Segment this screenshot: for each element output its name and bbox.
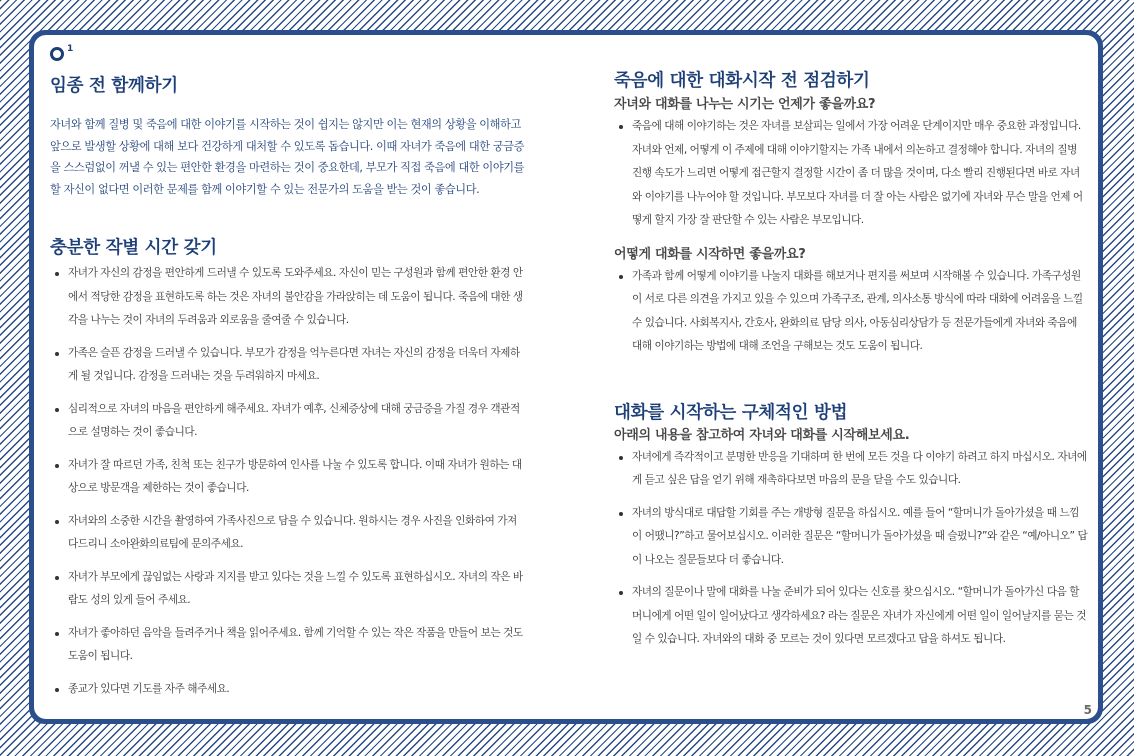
list-item: 죽음에 대해 이야기하는 것은 자녀를 보살피는 일에서 가장 어려운 단계이지만 매우 중요한 과정입니다. 자녀와 언제, 어떻게 이 주제에 대해 이야기할지는 가족 내에서 의논하고 결정해야 합니다. 자녀의 질병 진행 속도가 느리면 어떻게 접근할지 결정할 시간이 좀 더 많을 것이며, 다소 빨리 진행된다면 바로 자녀와 이야기를 나누어야 할 것입니다. 부모보다 자녀를 더 잘 아는 사람은 없기에 자녀와 무슨 말을 언제 어떻게 할지 가장 잘 판단할 수 있는 사람은 부모입니다. — [614, 115, 1088, 233]
list-item: 심리적으로 자녀의 마음을 편안하게 해주세요. 자녀가 예후, 신체증상에 대해 궁금증을 가질 경우 객관적으로 설명하는 것이 좋습니다. — [50, 398, 526, 445]
list-item: 자녀의 질문이나 말에 대화를 나눌 준비가 되어 있다는 신호를 찾으십시오. “할머니가 돌아가신 다음 할머니에게 어떤 일이 일어났다고 생각하세요? 라는 질문은 자녀가 자신에게 어떤 일이 일어날지를 묻는 것일 수 있습니다. 자녀와의 대화 중 모르는 것이 있다면 모르겠다고 답을 하셔도 됩니다. — [614, 581, 1088, 652]
list-item: 자녀와의 소중한 시간을 촬영하여 가족사진으로 담을 수 있습니다. 원하시는 경우 사진을 인화하여 가져다드리니 소아완화의료팀에 문의주세요. — [50, 510, 526, 557]
list-item: 자녀가 좋아하던 음악을 들려주거나 책을 읽어주세요. 함께 기억할 수 있는 작은 작품을 만들어 보는 것도 도움이 됩니다. — [50, 622, 526, 669]
chapter-number: 1 — [67, 44, 74, 54]
list-item: 자녀가 잘 따르던 가족, 친척 또는 친구가 방문하여 인사를 나눌 수 있도록 합니다. 이때 자녀가 원하는 대상으로 방문객을 제한하는 것이 좋습니다. — [50, 454, 526, 501]
right-column — [614, 44, 1088, 652]
section-title-before-conversation: 죽음에 대한 대화시작 전 점검하기 — [614, 71, 870, 91]
question-how: 어떻게 대화를 시작하면 좋을까요? — [614, 246, 806, 262]
list-item: 자녀의 방식대로 대답할 기회를 주는 개방형 질문을 하십시오. 예를 들어 “할머니가 돌아가셨을 때 느낌이 어땠니?”하고 물어보십시오. 이러한 질문은 “할머니가 돌아가셨을 때 슬펐니?”와 같은 “예/아니오” 답이 나오는 질문들보다 더 좋습니다. — [614, 502, 1088, 573]
list-item: 자녀가 자신의 감정을 편안하게 드러낼 수 있도록 도와주세요. 자신이 믿는 구성원과 함께 편안한 환경 안에서 적당한 감정을 표현하도록 하는 것은 자녀의 불안감을 가라앉히는 데 도움이 됩니다. 죽음에 대한 생각을 나누는 것이 자녀의 두려움과 외로움을 줄여줄 수 있습니다. — [50, 262, 526, 333]
when-bullet-list — [614, 115, 1088, 233]
page-number: 5 — [1083, 703, 1092, 717]
section-title-methods: 대화를 시작하는 구체적인 방법 — [614, 402, 848, 423]
methods-bullet-list — [614, 446, 1088, 652]
ring-icon — [50, 47, 64, 61]
chapter-marker — [50, 44, 526, 70]
intro-paragraph: 자녀와 함께 질병 및 죽음에 대한 이야기를 시작하는 것이 쉽지는 않지만 이는 현재의 상황을 이해하고 앞으로 발생할 상황에 대해 보다 건강하게 대처할 수 있도록 돕습니다. 이때 자녀가 죽음에 대한 궁금증을 스스럼없이 꺼낼 수 있는 편안한 환경을 마련하는 것이 중요한데, 부모가 직접 죽음에 대한 이야기를 할 자신이 없다면 이러한 문제를 함께 이야기할 수 있는 전문가의 도움을 받는 것이 좋습니다. — [50, 118, 525, 196]
list-item: 종교가 있다면 기도를 자주 해주세요. — [50, 678, 526, 702]
how-bullet-list — [614, 265, 1088, 359]
list-item: 가족은 슬픈 감정을 드러낼 수 있습니다. 부모가 감정을 억누른다면 자녀는 자신의 감정을 더욱더 자제하게 될 것입니다. 감정을 드러내는 것을 두려워하지 마세요. — [50, 342, 526, 389]
list-item: 자녀가 부모에게 끊임없는 사랑과 지지를 받고 있다는 것을 느낄 수 있도록 표현하십시오. 자녀의 작은 바람도 성의 있게 들어 주세요. — [50, 566, 526, 613]
list-item: 가족과 함께 어떻게 이야기를 나눌지 대화를 해보거나 편지를 써보며 시작해볼 수 있습니다. 가족구성원이 서로 다른 의견을 가지고 있을 수 있으며 가족구조, 관계, 의사소통 방식에 따라 대화에 어려움을 느낄 수 있습니다. 사회복지사, 간호사, 완화의료 담당 의사, 아동심리상담가 등 전문가들에게 자녀와 죽음에 대해 이야기하는 방법에 대해 조언을 구해보는 것도 도움이 됩니다. — [614, 265, 1088, 359]
section-title-farewell: 충분한 작별 시간 갖기 — [50, 238, 217, 259]
farewell-bullet-list — [50, 262, 526, 701]
question-when: 자녀와 대화를 나누는 시기는 언제가 좋을까요? — [614, 97, 876, 112]
question-methods: 아래의 내용을 참고하여 자녀와 대화를 시작해보세요. — [614, 427, 910, 443]
left-column — [50, 44, 526, 701]
list-item: 자녀에게 즉각적이고 분명한 반응을 기대하며 한 번에 모든 것을 다 이야기 하려고 하지 마십시오. 자녀에게 듣고 싶은 답을 얻기 위해 재촉하다보면 마음의 문을 닫을 수도 있습니다. — [614, 446, 1088, 493]
page-title: 임종 전 함께하기 — [50, 76, 178, 96]
